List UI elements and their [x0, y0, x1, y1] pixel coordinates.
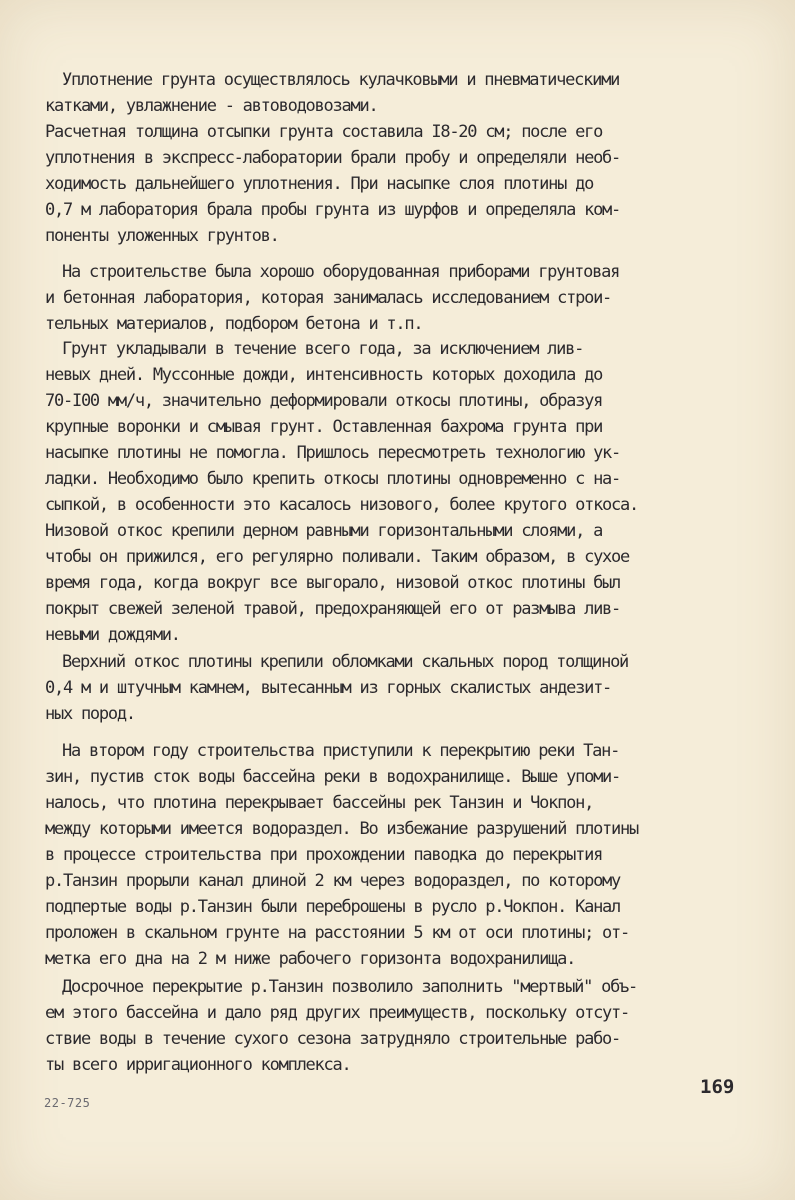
- text-line: чтобы он прижился, его регулярно поливали. Таким образом, в сухое: [45, 547, 630, 567]
- text-line: крупные воронки и смывая грунт. Оставленная бахрома грунта при: [45, 417, 603, 437]
- text-line: Уплотнение грунта осуществлялось кулачковыми и пневматическими: [62, 70, 620, 90]
- text-line: ходимость дальнейшего уплотнения. При насыпке слоя плотины до: [45, 174, 594, 194]
- text-line: Грунт укладывали в течение всего года, за исключением лив-: [62, 339, 584, 359]
- text-line: Расчетная толщина отсыпки грунта составила I8-20 см; после его: [45, 122, 603, 142]
- text-line: время года, когда вокруг все выгорало, низовой откос плотины был: [45, 573, 621, 593]
- text-line: метка его дна на 2 м ниже рабочего горизонта водохранилища.: [45, 949, 576, 969]
- text-line: На втором году строительства приступили к перекрытию реки Тан-: [62, 741, 620, 761]
- text-line: тельных материалов, подбором бетона и т.п.: [45, 314, 423, 334]
- text-line: покрыт свежей зеленой травой, предохраняющей его от размыва лив-: [45, 599, 621, 619]
- text-line: ствие воды в течение сухого сезона затрудняло строительные рабо-: [45, 1029, 621, 1049]
- text-line: ных пород.: [45, 704, 135, 724]
- text-line: Досрочное перекрытие р.Танзин позволило заполнить "мертвый" объ-: [62, 977, 638, 997]
- text-line: сыпкой, в особенности это касалось низового, более крутого откоса.: [45, 495, 639, 515]
- text-line: проложен в скальном грунте на расстоянии 5 км от оси плотины; от-: [45, 923, 630, 943]
- text-line: налось, что плотина перекрывает бассейны рек Танзин и Чокпон,: [45, 793, 594, 813]
- text-line: невыми дождями.: [45, 625, 180, 645]
- text-line: ты всего ирригационного комплекса.: [45, 1055, 351, 1075]
- text-line: между которыми имеется водораздел. Во избежание разрушений плотины: [45, 819, 639, 839]
- text-line: катками, увлажнение - автоводовозами.: [45, 96, 378, 116]
- print-code: 22-725: [44, 1096, 91, 1110]
- text-line: поненты уложенных грунтов.: [45, 226, 279, 246]
- text-line: в процессе строительства при прохождении паводка до перекрытия: [45, 845, 603, 865]
- text-line: Верхний откос плотины крепили обломками скальных пород толщиной: [62, 652, 629, 672]
- text-line: 0,4 м и штучным камнем, вытесанным из горных скалистых андезит-: [45, 678, 612, 698]
- page-number: 169: [700, 1076, 735, 1098]
- text-line: невых дней. Муссонные дожди, интенсивность которых доходила до: [45, 365, 603, 385]
- text-line: Низовой откос крепили дерном равными горизонтальными слоями, а: [45, 521, 603, 541]
- text-line: и бетонная лаборатория, которая занималась исследованием строи-: [45, 288, 612, 308]
- text-line: р.Танзин прорыли канал длиной 2 км через водораздел, по которому: [45, 871, 621, 891]
- text-line: ладки. Необходимо было крепить откосы плотины одновременно с на-: [45, 469, 621, 489]
- text-line: ем этого бассейна и дало ряд других преимуществ, поскольку отсут-: [45, 1003, 630, 1023]
- text-line: На строительстве была хорошо оборудованная приборами грунтовая: [62, 262, 620, 282]
- text-line: подпертые воды р.Танзин были переброшены в русло р.Чокпон. Канал: [45, 897, 621, 917]
- text-line: зин, пустив сток воды бассейна реки в водохранилище. Выше упоми-: [45, 767, 621, 787]
- text-line: 0,7 м лаборатория брала пробы грунта из шурфов и определяла ком-: [45, 200, 621, 220]
- text-line: насыпке плотины не помогла. Пришлось пересмотреть технологию ук-: [45, 443, 621, 463]
- text-line: уплотнения в экспресс-лаборатории брали пробу и определяли необ-: [45, 148, 621, 168]
- text-line: 70-I00 мм/ч, значительно деформировали откосы плотины, образуя: [45, 391, 603, 411]
